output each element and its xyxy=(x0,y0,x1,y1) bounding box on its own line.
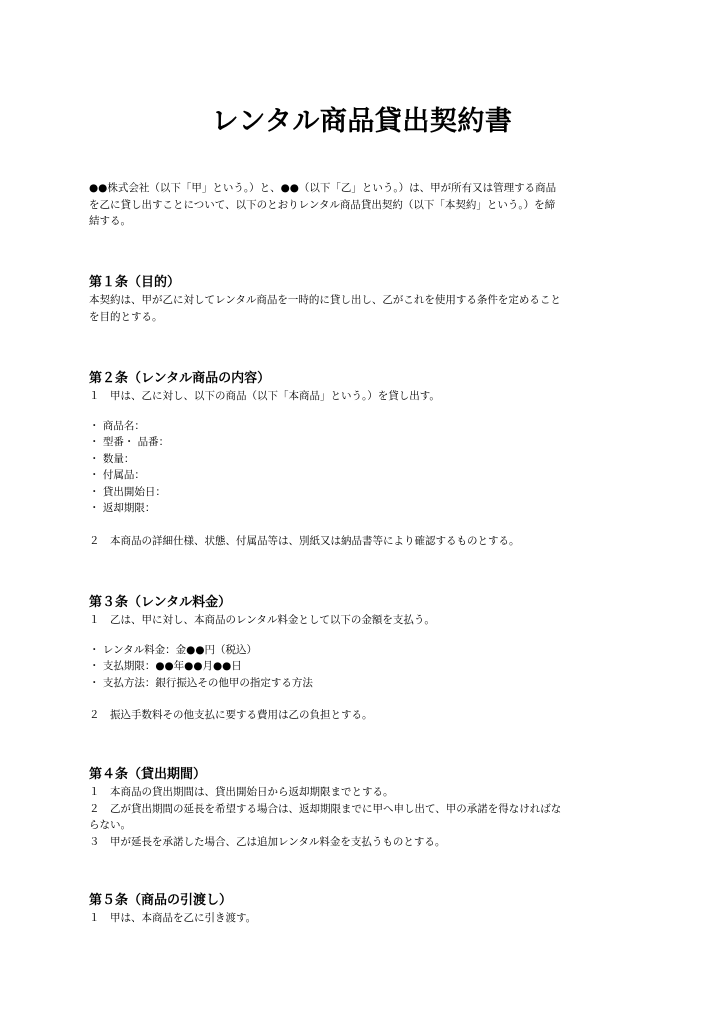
intro-paragraph xyxy=(89,180,649,230)
article-2-item-list xyxy=(89,418,649,517)
article-1-line: 本契約は、甲が乙に対してレンタル商品を一時的に貸し出し、乙がこれを使用する条件を定めること xyxy=(89,294,561,306)
spacer xyxy=(89,517,649,533)
article-5-line: １ 甲は、本商品を乙に引き渡す。 xyxy=(89,912,257,924)
article-4-line: １ 本商品の貸出期間は、貸出開始日から返却期限までとする。 xyxy=(89,786,394,798)
spacer xyxy=(89,405,649,418)
article-3-paragraph-2: ２ 振込手数料その他支払に要する費用は乙の負担とする。 xyxy=(89,709,373,721)
article-4-line: ２ 乙が貸出期間の延長を希望する場合は、返却期限までに甲へ申し出て、甲の承諾を得なければな xyxy=(89,802,562,815)
article-1-line: を目的とする。 xyxy=(89,310,163,323)
list-item: ・ 商品名： xyxy=(89,419,145,432)
article-5 xyxy=(89,892,649,927)
article-4-line: ３ 甲が延長を承諾した場合、乙は追加レンタル料金を支払うものとする。 xyxy=(89,835,446,848)
article-1-heading: 第１条（目的） xyxy=(89,275,181,290)
intro-line: ●●株式会社（以下「甲」という。）と、●●（以下「乙」という。）は、甲が所有又は管理する商品 xyxy=(89,182,557,194)
list-item: ・ 付属品： xyxy=(89,469,145,481)
spacer xyxy=(89,629,649,642)
article-4 xyxy=(89,766,649,850)
article-2-paragraph-1: １ 甲は、乙に対し、以下の商品（以下「本商品」という。）を貸し出す。 xyxy=(89,390,440,402)
article-4-line: らない。 xyxy=(89,819,131,831)
list-item: ・ 支払期限：●●年●●月●●日 xyxy=(89,660,242,672)
intro-line: 結する。 xyxy=(89,215,131,227)
article-2 xyxy=(89,370,649,549)
article-3-heading: 第３条（レンタル料金） xyxy=(89,595,232,610)
article-3-paragraph-1: １ 乙は、甲に対し、本商品のレンタル料金として以下の金額を支払う。 xyxy=(89,614,435,626)
article-1 xyxy=(89,274,649,325)
list-item: ・ 数量： xyxy=(89,452,135,465)
intro-line: を乙に貸し出すことについて、以下のとおりレンタル商品貸出契約（以下「本契約」という。）を締 xyxy=(89,198,556,211)
list-item: ・ 支払方法：銀行振込その他甲の指定する方法 xyxy=(89,676,313,689)
document-title: レンタル商品貸出契約書 xyxy=(211,106,513,137)
article-2-paragraph-2: ２ 本商品の詳細仕様、状態、付属品等は、別紙又は納品書等により確認するものとする。 xyxy=(89,534,520,547)
list-item: ・ レンタル料金：金●●円（税込） xyxy=(89,643,257,656)
list-item: ・ 貸出開始日： xyxy=(89,485,166,498)
list-item: ・ 型番・ 品番： xyxy=(89,436,170,448)
article-3 xyxy=(89,594,649,724)
article-2-heading: 第２条（レンタル商品の内容） xyxy=(89,371,271,386)
list-item: ・ 返却期限： xyxy=(89,502,156,514)
spacer xyxy=(89,691,649,707)
article-4-heading: 第４条（貸出期間） xyxy=(89,767,207,782)
article-3-item-list xyxy=(89,642,649,692)
article-5-heading: 第５条（商品の引渡し） xyxy=(89,893,233,908)
